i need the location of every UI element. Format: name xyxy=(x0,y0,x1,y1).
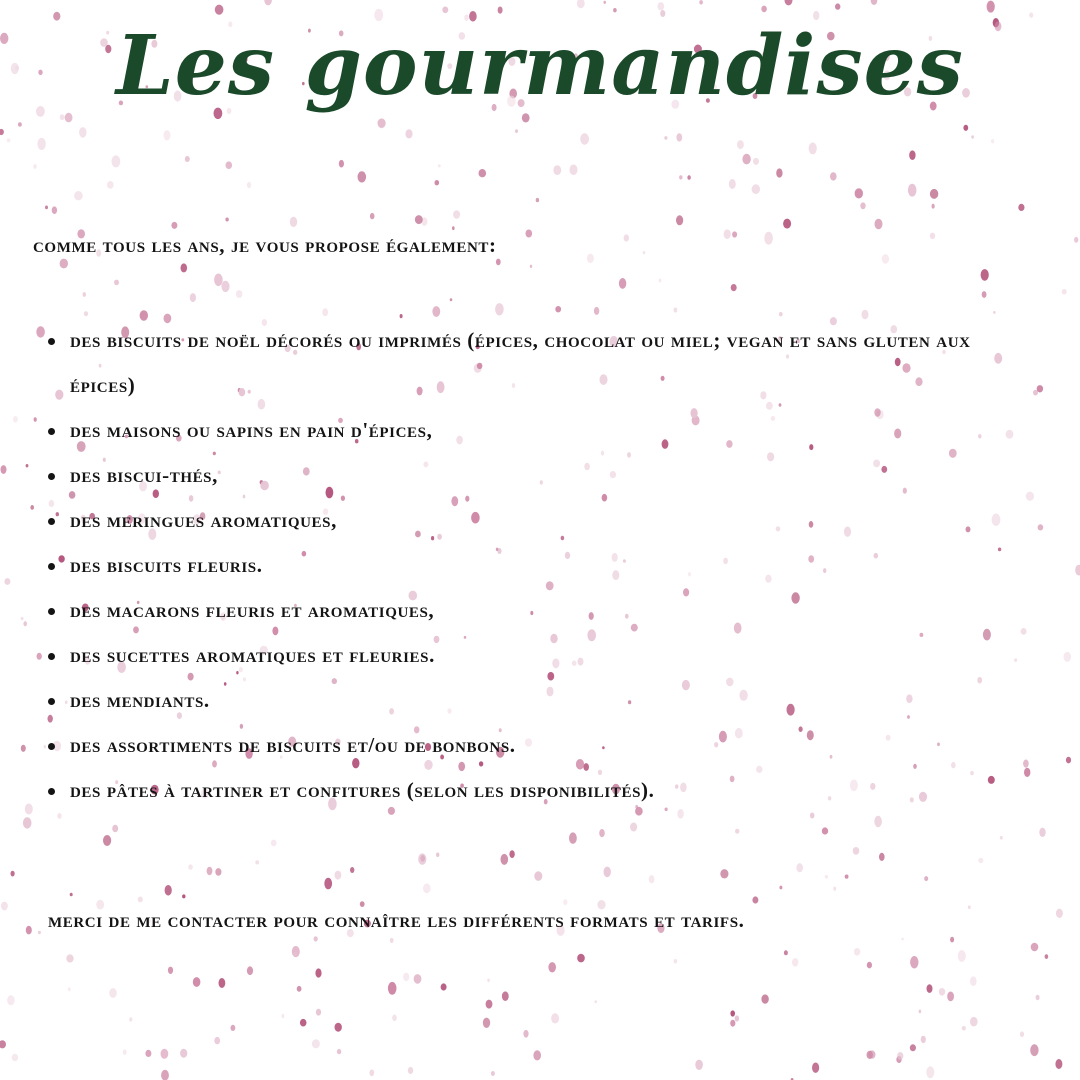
confetti-dot xyxy=(207,867,213,875)
confetti-dot xyxy=(316,1009,321,1016)
confetti-dot xyxy=(112,825,118,833)
confetti-dot xyxy=(901,938,903,941)
confetti-dot xyxy=(26,464,29,467)
confetti-dot xyxy=(783,219,791,229)
confetti-dot xyxy=(1056,909,1063,918)
confetti-dot xyxy=(695,1060,703,1070)
confetti-dot xyxy=(676,215,683,225)
confetti-dot xyxy=(388,982,397,995)
confetti-dot xyxy=(165,885,172,896)
confetti-dot xyxy=(924,876,928,881)
confetti-dot xyxy=(181,263,188,272)
confetti-dot xyxy=(910,956,918,968)
confetti-dot xyxy=(860,202,865,209)
confetti-dot xyxy=(796,863,803,872)
confetti-dot xyxy=(563,899,567,905)
list-item: des biscuits de noël décorés ou imprimés (épices, chocolat ou miel; vegan et sans gluten aux épices) xyxy=(70,318,1030,408)
confetti-dot xyxy=(1,465,7,474)
confetti-dot xyxy=(48,715,53,723)
confetti-dot xyxy=(360,901,365,907)
confetti-dot xyxy=(57,813,61,819)
confetti-dot xyxy=(436,853,439,858)
confetti-dot xyxy=(522,113,530,122)
confetti-dot xyxy=(1075,565,1080,576)
confetti-dot xyxy=(290,217,297,227)
confetti-dot xyxy=(577,954,585,963)
confetti-dot xyxy=(403,973,409,981)
confetti-dot xyxy=(30,505,34,510)
confetti-dot xyxy=(604,1,606,4)
confetti-dot xyxy=(981,269,989,281)
confetti-dot xyxy=(45,206,48,210)
confetti-dot xyxy=(619,278,626,289)
confetti-dot xyxy=(1055,1059,1062,1069)
confetti-dot xyxy=(37,138,45,150)
confetti-dot xyxy=(731,284,737,291)
confetti-dot xyxy=(52,206,57,214)
confetti-dot xyxy=(874,816,882,827)
confetti-dot xyxy=(932,204,935,209)
confetti-dot xyxy=(33,164,37,169)
confetti-dot xyxy=(11,871,15,877)
confetti-dot xyxy=(161,1070,169,1080)
confetti-dot xyxy=(441,983,447,990)
confetti-dot xyxy=(930,233,935,239)
confetti-dot xyxy=(868,1050,875,1058)
confetti-dot xyxy=(970,1017,978,1027)
confetti-dot xyxy=(657,2,664,10)
confetti-dot xyxy=(193,977,201,987)
confetti-dot xyxy=(38,931,41,934)
confetti-dot xyxy=(1039,828,1045,837)
confetti-dot xyxy=(236,290,243,298)
confetti-dot xyxy=(21,745,26,752)
confetti-dot xyxy=(161,1049,169,1059)
confetti-dot xyxy=(993,311,995,314)
confetti-dot xyxy=(171,222,177,229)
confetti-dot xyxy=(26,926,32,935)
confetti-dot xyxy=(501,854,509,865)
confetti-dot xyxy=(875,219,883,230)
confetti-dot xyxy=(79,127,86,138)
confetti-dot xyxy=(36,326,45,337)
confetti-dot xyxy=(369,1070,374,1077)
confetti-dot xyxy=(792,958,798,967)
confetti-dot xyxy=(483,1018,490,1028)
confetti-dot xyxy=(324,878,332,890)
confetti-dot xyxy=(450,298,453,301)
confetti-dot xyxy=(7,138,11,142)
confetti-dot xyxy=(784,950,788,955)
confetti-dot xyxy=(0,1040,6,1048)
list-item: des assortiments de biscuits et/ou de bonbons. xyxy=(70,723,1030,768)
confetti-dot xyxy=(107,181,114,189)
confetti-dot xyxy=(56,512,59,516)
confetti-dot xyxy=(533,1050,541,1060)
confetti-dot xyxy=(49,500,55,507)
confetti-dot xyxy=(12,1054,18,1062)
confetti-dot xyxy=(776,168,782,177)
confetti-dot xyxy=(1066,757,1071,764)
confetti-dot xyxy=(643,251,646,254)
confetti-dot xyxy=(1018,204,1024,211)
confetti-dot xyxy=(226,161,233,169)
confetti-dot xyxy=(180,1049,187,1058)
confetti-dot xyxy=(971,135,974,138)
confetti-dot xyxy=(921,1036,926,1043)
confetti-dot xyxy=(1020,1031,1024,1037)
confetti-dot xyxy=(599,829,605,837)
confetti-dot xyxy=(930,189,938,199)
confetti-dot xyxy=(58,555,64,562)
confetti-dot xyxy=(358,171,367,182)
confetti-dot xyxy=(271,840,277,847)
confetti-dot xyxy=(435,180,440,185)
contact-text: merci de me contacter pour connaître les différents formats et tarifs. xyxy=(48,908,745,932)
confetti-dot xyxy=(44,745,46,749)
confetti-dot xyxy=(378,118,386,128)
confetti-dot xyxy=(337,1049,341,1054)
confetti-dot xyxy=(65,113,73,123)
confetti-dot xyxy=(414,974,422,984)
confetti-dot xyxy=(315,968,321,977)
confetti-dot xyxy=(65,700,68,704)
confetti-dot xyxy=(70,893,73,897)
confetti-dot xyxy=(491,1071,495,1076)
confetti-dot xyxy=(730,1020,735,1027)
confetti-dot xyxy=(392,1015,397,1022)
confetti-dot xyxy=(405,129,412,138)
confetti-dot xyxy=(526,230,533,238)
confetti-dot xyxy=(138,897,143,903)
confetti-dot xyxy=(577,0,585,8)
confetti-dot xyxy=(825,875,828,879)
confetti-dot xyxy=(370,213,375,219)
confetti-dot xyxy=(282,1014,285,1018)
confetti-dot xyxy=(879,853,885,861)
confetti-dot xyxy=(1045,954,1049,959)
confetti-dot xyxy=(867,962,872,969)
confetti-dot xyxy=(231,1025,236,1031)
confetti-dot xyxy=(300,1019,307,1027)
confetti-dot xyxy=(123,1049,127,1055)
confetti-dot xyxy=(23,621,27,626)
confetti-dot xyxy=(255,860,259,864)
confetti-dot xyxy=(724,229,731,239)
confetti-dot xyxy=(1037,385,1043,392)
confetti-dot xyxy=(145,1050,151,1057)
confetti-dot xyxy=(215,5,224,15)
confetti-dot xyxy=(297,986,302,992)
confetti-dot xyxy=(408,1067,413,1074)
confetti-dot xyxy=(699,0,703,4)
confetti-dot xyxy=(1030,1044,1038,1056)
confetti-dot xyxy=(68,987,71,991)
confetti-dot xyxy=(18,122,22,126)
confetti-dot xyxy=(853,847,860,855)
confetti-dot xyxy=(164,130,171,140)
confetti-dot xyxy=(752,896,758,903)
confetti-dot xyxy=(335,1023,342,1032)
confetti-dot xyxy=(630,823,637,832)
confetti-dot xyxy=(958,950,966,962)
confetti-dot xyxy=(569,832,577,843)
confetti-dot xyxy=(103,835,111,846)
confetti-dot xyxy=(390,938,394,943)
confetti-dot xyxy=(753,158,759,165)
confetti-dot xyxy=(214,1037,220,1044)
confetti-dot xyxy=(732,231,737,237)
confetti-dot xyxy=(452,226,455,230)
confetti-dot xyxy=(761,6,767,13)
confetti-dot xyxy=(502,991,509,1001)
confetti-dot xyxy=(987,1,995,13)
confetti-dot xyxy=(720,869,728,878)
confetti-dot xyxy=(594,307,599,315)
confetti-dot xyxy=(855,188,863,198)
confetti-dot xyxy=(60,259,68,269)
confetti-dot xyxy=(1,902,8,911)
confetti-dot xyxy=(314,936,318,941)
list-item: des biscui-thés, xyxy=(70,453,1030,498)
confetti-dot xyxy=(264,0,272,5)
page-title: Les gourmandises xyxy=(116,18,964,114)
confetti-dot xyxy=(509,850,514,858)
confetti-dot xyxy=(312,1039,320,1048)
confetti-dot xyxy=(659,279,662,283)
confetti-dot xyxy=(438,164,441,167)
confetti-dot xyxy=(432,306,440,317)
confetti-dot xyxy=(487,979,490,983)
confetti-dot xyxy=(947,992,954,1002)
confetti-dot xyxy=(418,853,426,864)
confetti-dot xyxy=(830,172,837,180)
confetti-dot xyxy=(833,887,836,891)
confetti-dot xyxy=(247,966,253,975)
confetti-dot xyxy=(551,1013,559,1023)
confetti-dot xyxy=(498,7,503,14)
confetti-dot xyxy=(674,307,678,312)
confetti-dot xyxy=(927,984,933,993)
confetti-dot xyxy=(214,274,223,287)
list-item: des meringues aromatiques, xyxy=(70,498,1030,543)
confetti-dot xyxy=(854,948,860,956)
confetti-dot xyxy=(83,292,86,297)
confetti-dot xyxy=(21,617,24,621)
confetti-dot xyxy=(225,218,228,222)
confetti-dot xyxy=(114,280,119,286)
confetti-dot xyxy=(908,184,917,197)
confetti-dot xyxy=(897,1052,903,1060)
confetti-dot xyxy=(339,160,344,168)
confetti-dot xyxy=(991,139,994,143)
confetti-dot xyxy=(687,175,690,180)
confetti-dot xyxy=(1064,652,1072,662)
confetti-dot xyxy=(735,1015,739,1021)
confetti-dot xyxy=(926,1066,934,1078)
confetti-dot xyxy=(624,234,629,241)
confetti-dot xyxy=(37,653,42,660)
confetti-dot xyxy=(910,1044,916,1051)
confetti-dot xyxy=(168,967,173,974)
confetti-dot xyxy=(779,312,783,316)
confetti-dot xyxy=(594,1000,597,1003)
confetti-dot xyxy=(553,165,561,175)
confetti-dot xyxy=(735,829,739,834)
confetti-dot xyxy=(570,165,578,176)
confetti-dot xyxy=(950,937,954,943)
confetti-dot xyxy=(742,154,750,165)
confetti-dot xyxy=(664,136,667,140)
confetti-dot xyxy=(882,254,889,264)
confetti-dot xyxy=(1036,995,1040,1000)
confetti-dot xyxy=(4,578,10,585)
confetti-dot xyxy=(729,179,736,189)
confetti-dot xyxy=(1000,836,1003,840)
confetti-dot xyxy=(548,962,556,972)
confetti-dot xyxy=(845,875,849,879)
confetti-dot xyxy=(660,10,665,17)
confetti-dot xyxy=(479,169,487,177)
confetti-dot xyxy=(674,959,678,964)
confetti-dot xyxy=(55,390,63,400)
confetti-dot xyxy=(335,871,342,880)
confetti-dot xyxy=(129,1017,132,1021)
confetti-dot xyxy=(1031,943,1039,952)
confetti-dot xyxy=(809,143,817,155)
confetti-dot xyxy=(109,988,117,998)
confetti-dot xyxy=(613,8,617,12)
confetti-dot xyxy=(293,952,297,956)
confetti-dot xyxy=(536,198,539,202)
confetti-dot xyxy=(7,995,15,1005)
confetti-dot xyxy=(963,125,968,131)
confetti-dot xyxy=(812,1063,819,1073)
confetti-dot xyxy=(185,156,190,162)
confetti-dot xyxy=(730,1010,735,1016)
confetti-dot xyxy=(523,1030,528,1038)
confetti-dot xyxy=(515,129,518,133)
confetti-dot xyxy=(1074,237,1078,243)
confetti-dot xyxy=(530,265,532,268)
confetti-dot xyxy=(0,129,4,135)
confetti-dot xyxy=(909,150,915,160)
confetti-dot xyxy=(555,306,561,312)
confetti-dot xyxy=(453,210,460,219)
confetti-dot xyxy=(534,871,542,881)
confetti-dot xyxy=(752,184,760,194)
confetti-dot xyxy=(112,155,121,167)
confetti-dot xyxy=(25,804,33,815)
confetti-dot xyxy=(190,293,196,302)
confetti-dot xyxy=(1029,12,1033,17)
list-item: des macarons fleuris et aromatiques, xyxy=(70,588,1030,633)
confetti-dot xyxy=(978,858,983,863)
confetti-dot xyxy=(415,215,423,224)
confetti-dot xyxy=(1038,524,1044,530)
confetti-dot xyxy=(785,0,793,5)
confetti-dot xyxy=(496,259,501,266)
treats-list xyxy=(70,318,1030,813)
confetti-dot xyxy=(968,905,971,909)
confetti-dot xyxy=(350,867,354,873)
confetti-dot xyxy=(486,1000,493,1009)
confetti-dot xyxy=(215,868,221,876)
confetti-dot xyxy=(221,281,229,292)
confetti-dot xyxy=(962,1026,966,1031)
confetti-dot xyxy=(761,994,768,1003)
confetti-dot xyxy=(23,817,32,828)
list-item: des pâtes à tartiner et confitures (selon les disponibilités). xyxy=(70,768,1030,813)
intro-text: comme tous les ans, je vous propose également: xyxy=(33,233,497,257)
confetti-dot xyxy=(495,303,504,315)
confetti-dot xyxy=(970,976,977,986)
confetti-dot xyxy=(74,191,83,200)
confetti-dot xyxy=(779,886,782,890)
confetti-dot xyxy=(649,875,655,883)
confetti-dot xyxy=(919,1010,922,1014)
confetti-dot xyxy=(322,308,328,316)
confetti-dot xyxy=(737,140,744,149)
confetti-dot xyxy=(34,417,37,422)
confetti-dot xyxy=(84,311,88,316)
confetti-dot xyxy=(423,883,431,893)
confetti-dot xyxy=(822,827,828,834)
confetti-dot xyxy=(835,3,840,9)
confetti-dot xyxy=(66,954,73,962)
confetti-dot xyxy=(982,291,987,298)
confetti-dot xyxy=(182,894,185,898)
confetti-dot xyxy=(810,813,815,819)
confetti-dot xyxy=(764,232,773,245)
confetti-dot xyxy=(679,175,682,179)
confetti-dot xyxy=(219,978,226,988)
list-item: des maisons ou sapins en pain d'épices, xyxy=(70,408,1030,453)
confetti-dot xyxy=(676,133,682,141)
confetti-dot xyxy=(188,864,193,869)
confetti-dot xyxy=(871,0,878,5)
confetti-dot xyxy=(247,182,251,188)
confetti-dot xyxy=(580,133,589,144)
confetti-dot xyxy=(13,416,18,423)
confetti-dot xyxy=(939,988,945,996)
list-item: des biscuits fleuris. xyxy=(70,543,1030,588)
confetti-dot xyxy=(1062,289,1067,295)
confetti-dot xyxy=(587,254,594,263)
confetti-dot xyxy=(60,114,65,120)
confetti-dot xyxy=(604,867,611,878)
list-item: des sucettes aromatiques et fleuries. xyxy=(70,633,1030,678)
confetti-dot xyxy=(442,7,448,14)
list-item: des mendiants. xyxy=(70,678,1030,723)
